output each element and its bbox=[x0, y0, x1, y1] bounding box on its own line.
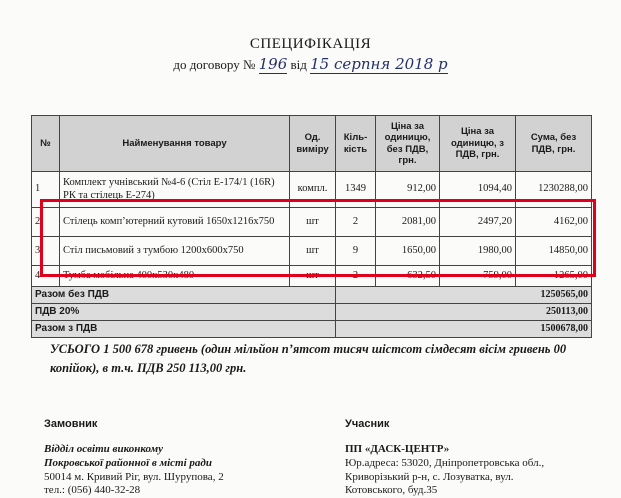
total-row bbox=[32, 287, 592, 304]
row-name: Стіл письмовий з тумбою 1200х600х750 bbox=[60, 237, 290, 266]
customer-line: 50014 м. Кривий Ріг, вул. Шурупова, 2 bbox=[44, 470, 224, 483]
row-no: 4 bbox=[32, 266, 60, 287]
header-no: № bbox=[32, 116, 60, 172]
participant-line: Котовського, буд.35 bbox=[345, 484, 438, 497]
customer-line: Відділ освіти виконкому bbox=[44, 443, 163, 455]
vat-value: 250113,00 bbox=[336, 304, 592, 321]
participant-line: Криворізький р-н, с. Лозуватка, вул. bbox=[345, 470, 514, 483]
contract-line bbox=[0, 55, 621, 74]
total-value: 1250565,00 bbox=[336, 287, 592, 304]
participant-label: Учасник bbox=[345, 418, 390, 430]
table-header-row bbox=[32, 116, 592, 172]
row-name: Стілець комп’ютерний кутовий 1650х1216х750 bbox=[60, 208, 290, 237]
row-sum: 14850,00 bbox=[516, 237, 592, 266]
table-row bbox=[32, 208, 592, 237]
total-row bbox=[32, 321, 592, 338]
row-price-no-vat: 632,50 bbox=[376, 266, 440, 287]
customer-line: Покровської районної в місті ради bbox=[44, 456, 212, 469]
participant-line: ПП «ДАСК-ЦЕНТР» bbox=[345, 443, 450, 455]
row-no: 1 bbox=[32, 172, 60, 208]
participant-line: Юр.адреса: 53020, Дніпропетровська обл., bbox=[345, 456, 545, 469]
row-sum: 1230288,00 bbox=[516, 172, 592, 208]
contract-date: 15 серпня 2018 р bbox=[310, 55, 448, 73]
row-qty: 1349 bbox=[336, 172, 376, 208]
grand-total-label: Разом з ПДВ bbox=[32, 321, 336, 338]
row-no: 3 bbox=[32, 237, 60, 266]
row-price-no-vat: 1650,00 bbox=[376, 237, 440, 266]
row-price-no-vat: 2081,00 bbox=[376, 208, 440, 237]
row-price-vat: 1094,40 bbox=[440, 172, 516, 208]
customer-block bbox=[44, 443, 294, 498]
row-unit: компл. bbox=[290, 172, 336, 208]
header-unit: Од. виміру bbox=[290, 116, 336, 172]
grand-total-value: 1500678,00 bbox=[336, 321, 592, 338]
table-row bbox=[32, 172, 592, 208]
row-sum: 1265,00 bbox=[516, 266, 592, 287]
header-qty: Кіль-кість bbox=[336, 116, 376, 172]
document-title: СПЕЦИФІКАЦІЯ bbox=[249, 36, 372, 52]
total-in-words: УСЬОГО 1 500 678 гривень (один мільйон п’ятсот тисяч шістсот сімдесят вісім гривень 00 копійок), в т.ч. ПДВ 250 113,00 грн. bbox=[50, 342, 567, 375]
row-unit: шт bbox=[290, 266, 336, 287]
vat-label: ПДВ 20% bbox=[32, 304, 336, 321]
row-unit: шт bbox=[290, 237, 336, 266]
customer-label: Замовник bbox=[44, 418, 98, 430]
table-row bbox=[32, 266, 592, 287]
row-qty: 2 bbox=[336, 266, 376, 287]
row-name: Комплект учнівський №4-6 (Стіл Е-174/1 (16R) РК та стілець Е-274) bbox=[60, 172, 290, 208]
table-row bbox=[32, 237, 592, 266]
row-sum: 4162,00 bbox=[516, 208, 592, 237]
header-name: Найменування товару bbox=[60, 116, 290, 172]
contract-prefix: до договору № bbox=[173, 57, 256, 72]
participant-block bbox=[345, 443, 615, 498]
row-qty: 2 bbox=[336, 208, 376, 237]
total-row bbox=[32, 304, 592, 321]
customer-line: тел.: (056) 440-32-28 bbox=[44, 484, 141, 497]
contract-number: 196 bbox=[258, 55, 288, 73]
specification-table bbox=[31, 115, 592, 338]
date-prefix: від bbox=[290, 57, 307, 72]
header-price-vat: Ціна за одиницю, з ПДВ, грн. bbox=[440, 116, 516, 172]
row-no: 2 bbox=[32, 208, 60, 237]
row-price-no-vat: 912,00 bbox=[376, 172, 440, 208]
total-label: Разом без ПДВ bbox=[32, 287, 336, 304]
row-qty: 9 bbox=[336, 237, 376, 266]
row-price-vat: 2497,20 bbox=[440, 208, 516, 237]
row-name: Тумба мобільна 400х530х480 bbox=[60, 266, 290, 287]
row-price-vat: 1980,00 bbox=[440, 237, 516, 266]
header-price-no-vat: Ціна за одиницю, без ПДВ, грн. bbox=[376, 116, 440, 172]
row-price-vat: 759,00 bbox=[440, 266, 516, 287]
header-sum: Сума, без ПДВ, грн. bbox=[516, 116, 592, 172]
row-unit: шт bbox=[290, 208, 336, 237]
